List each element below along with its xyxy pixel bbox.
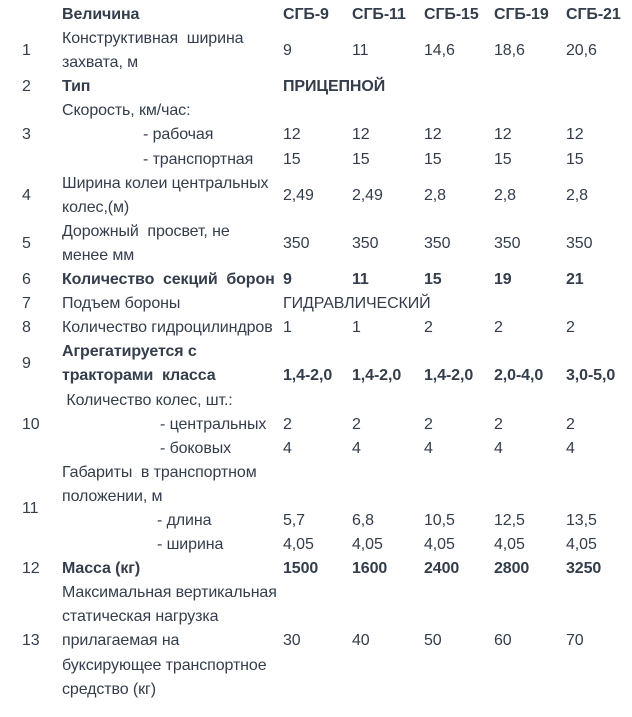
value-cell [494,99,566,171]
value-line: 4 [424,439,433,457]
value-cell: 70 [566,632,584,650]
value-cell: 30 [283,632,301,650]
value-line: 4,05 [352,536,383,554]
table-row [0,99,632,171]
row-number: 13 [22,632,40,650]
label-line: Габариты в транспортном [62,463,257,481]
value-cell: 60 [494,632,512,650]
label-line: прилагаемая на [62,632,180,650]
value-line: 15 [494,150,512,168]
value-cell [352,461,424,557]
column-header: СГБ-9 [283,6,329,23]
value-cell: 1,4-2,0 [352,367,402,385]
value-line: 12,5 [494,511,525,529]
value-cell [566,99,632,171]
value-cell: 19 [494,271,512,289]
value-cell: 2 [424,319,433,337]
value-cell: 11 [352,271,369,289]
row-label [62,220,283,268]
value-cell [494,461,566,557]
value-line [566,389,632,413]
label-line: Конструктивная ширина [62,30,244,48]
spec-table [0,3,632,702]
value-cell: 2800 [494,560,530,578]
value-line: 4 [494,439,503,457]
value-line: 4 [283,439,292,457]
table-row [0,27,632,75]
table-row [0,75,632,99]
label-line: Количество гидроцилиндров [62,319,273,337]
label-line: буксирующее транспортное [62,656,267,674]
value-cell [352,99,424,171]
value-cell: 350 [566,234,593,252]
value-line [283,461,352,485]
value-line [352,461,424,485]
value-cell: 3,0-5,0 [566,367,616,385]
row-number: 7 [22,295,31,313]
label-line: Величина [62,6,140,23]
label-line: положении, м [62,487,163,505]
value-line: 2 [566,415,575,433]
value-line: 4 [566,439,575,457]
row-number: 6 [22,271,31,289]
value-line [424,485,494,509]
table-row [0,461,632,557]
table-row [0,172,632,220]
column-header: СГБ-11 [352,6,406,23]
value-cell: 2,49 [352,186,383,204]
value-cell: 1 [283,319,292,337]
value-line: 4 [352,439,361,457]
value-cell [494,389,566,461]
value-cell: 1,4-2,0 [283,367,333,385]
table-row [0,389,632,461]
row-number [0,3,62,27]
value-cell [424,99,494,171]
row-label [62,3,283,27]
value-line [566,485,632,509]
label-line: - рабочая [143,126,214,144]
column-header: СГБ-19 [494,6,549,23]
row-label [62,340,283,388]
value-line: 12 [352,126,370,144]
value-cell [283,99,352,171]
value-line [352,389,424,413]
value-line [566,461,632,485]
value-cell: 2400 [424,560,460,578]
value-cell: 1,4-2,0 [424,367,474,385]
label-line: менее мм [62,246,135,264]
row-label [62,581,283,701]
row-number: 9 [22,355,31,373]
value-cell: 1 [352,319,361,337]
table-row [0,220,632,268]
value-cell [566,389,632,461]
value-line: 4,05 [566,536,597,554]
value-cell: 20,6 [566,42,597,60]
row-number: 1 [22,42,31,60]
value-cell [566,461,632,557]
value-cell: 9 [283,42,292,60]
table-row [0,581,632,701]
value-cell: 2 [566,319,575,337]
value-line: 12 [494,126,512,144]
value-line: 12 [283,126,301,144]
value-line [424,389,494,413]
value-line: 15 [352,150,370,168]
row-label [62,99,283,171]
value-cell: 2,8 [566,186,588,204]
value-line: 5,7 [283,511,305,529]
label-line: - длина [157,511,212,529]
value-line [352,99,424,123]
value-cell [424,389,494,461]
value-line [494,485,566,509]
label-line: - боковых [160,439,232,457]
label-line: Агрегатируется с [62,343,197,361]
label-line: Масса (кг) [62,560,141,578]
span-value: ПРИЦЕПНОЙ [283,78,386,96]
value-cell: 3250 [566,560,602,578]
row-number: 3 [22,126,31,144]
row-label [62,557,283,581]
value-cell: 350 [494,234,521,252]
row-number: 4 [22,186,31,204]
label-line: - центральных [160,415,267,433]
value-line: 2 [424,415,433,433]
label-line: Максимальная вертикальная [62,584,277,602]
row-number: 2 [22,78,31,96]
value-cell: 2,0-4,0 [494,367,544,385]
row-label [62,461,283,557]
value-cell: 18,6 [494,42,525,60]
table-row [0,268,632,292]
table-row [0,316,632,340]
value-line: 6,8 [352,511,374,529]
row-label [62,75,283,99]
value-cell: 50 [424,632,442,650]
label-line: - ширина [157,536,224,554]
value-cell: 350 [424,234,451,252]
label-line: Количество секций борон [62,271,275,289]
value-cell: 21 [566,271,584,289]
value-cell [424,461,494,557]
label-line: - транспортная [143,150,254,168]
value-line: 12 [424,126,442,144]
row-label [62,27,283,75]
span-value: ГИДРАВЛИЧЕСКИЙ [283,295,431,313]
row-label [62,389,283,461]
value-cell: 2,49 [283,186,314,204]
label-line: Подъем бороны [62,295,181,313]
value-cell: 2 [494,319,503,337]
value-line: 4,05 [424,536,455,554]
row-number: 11 [22,499,39,517]
label-line: тракторами класса [62,367,216,385]
column-header: СГБ-21 [566,6,621,23]
value-cell: 1600 [352,560,388,578]
value-line [283,389,352,413]
value-cell [283,389,352,461]
value-line: 15 [424,150,442,168]
label-line: Дорожный просвет, не [62,222,230,240]
row-label [62,316,283,340]
value-line [494,99,566,123]
label-line: средство (кг) [62,680,156,698]
label-line: Количество колес, шт.: [62,391,233,409]
row-number: 10 [22,415,40,433]
value-line [566,99,632,123]
value-cell: 2,8 [424,186,446,204]
value-cell [283,461,352,557]
table-row [0,340,632,388]
value-line [424,99,494,123]
label-line: захвата, м [62,54,139,72]
value-cell: 40 [352,632,370,650]
row-number: 12 [22,560,40,578]
row-number: 8 [22,319,31,337]
value-line [494,461,566,485]
row-label [62,268,283,292]
value-cell: 2,8 [494,186,516,204]
value-line: 10,5 [424,511,455,529]
column-header: СГБ-15 [424,6,479,23]
value-line: 2 [283,415,292,433]
value-cell: 9 [283,271,292,289]
value-line: 2 [494,415,503,433]
value-line: 13,5 [566,511,597,529]
value-cell: 15 [424,271,442,289]
value-cell: 11 [352,42,369,60]
value-line [283,485,352,509]
label-line: колес,(м) [62,198,130,216]
value-line: 12 [566,126,584,144]
value-line [352,485,424,509]
value-line: 15 [283,150,301,168]
table-row [0,292,632,316]
value-line: 4,05 [283,536,314,554]
value-cell: 1500 [283,560,319,578]
value-cell [352,389,424,461]
table-row [0,557,632,581]
value-line [424,461,494,485]
value-line: 2 [352,415,361,433]
value-line [283,99,352,123]
table-header-row [0,3,632,27]
label-line: статическая нагрузка [62,608,219,626]
value-line [494,389,566,413]
label-line: Ширина колеи центральных [62,174,269,192]
value-cell: 350 [352,234,379,252]
row-number: 5 [22,234,31,252]
value-cell: 14,6 [424,42,455,60]
label-line: Скорость, км/час: [62,102,191,120]
label-line: Тип [62,78,91,96]
row-label [62,172,283,220]
value-cell: 350 [283,234,310,252]
value-line: 15 [566,150,584,168]
value-line: 4,05 [494,536,525,554]
row-label [62,292,283,316]
